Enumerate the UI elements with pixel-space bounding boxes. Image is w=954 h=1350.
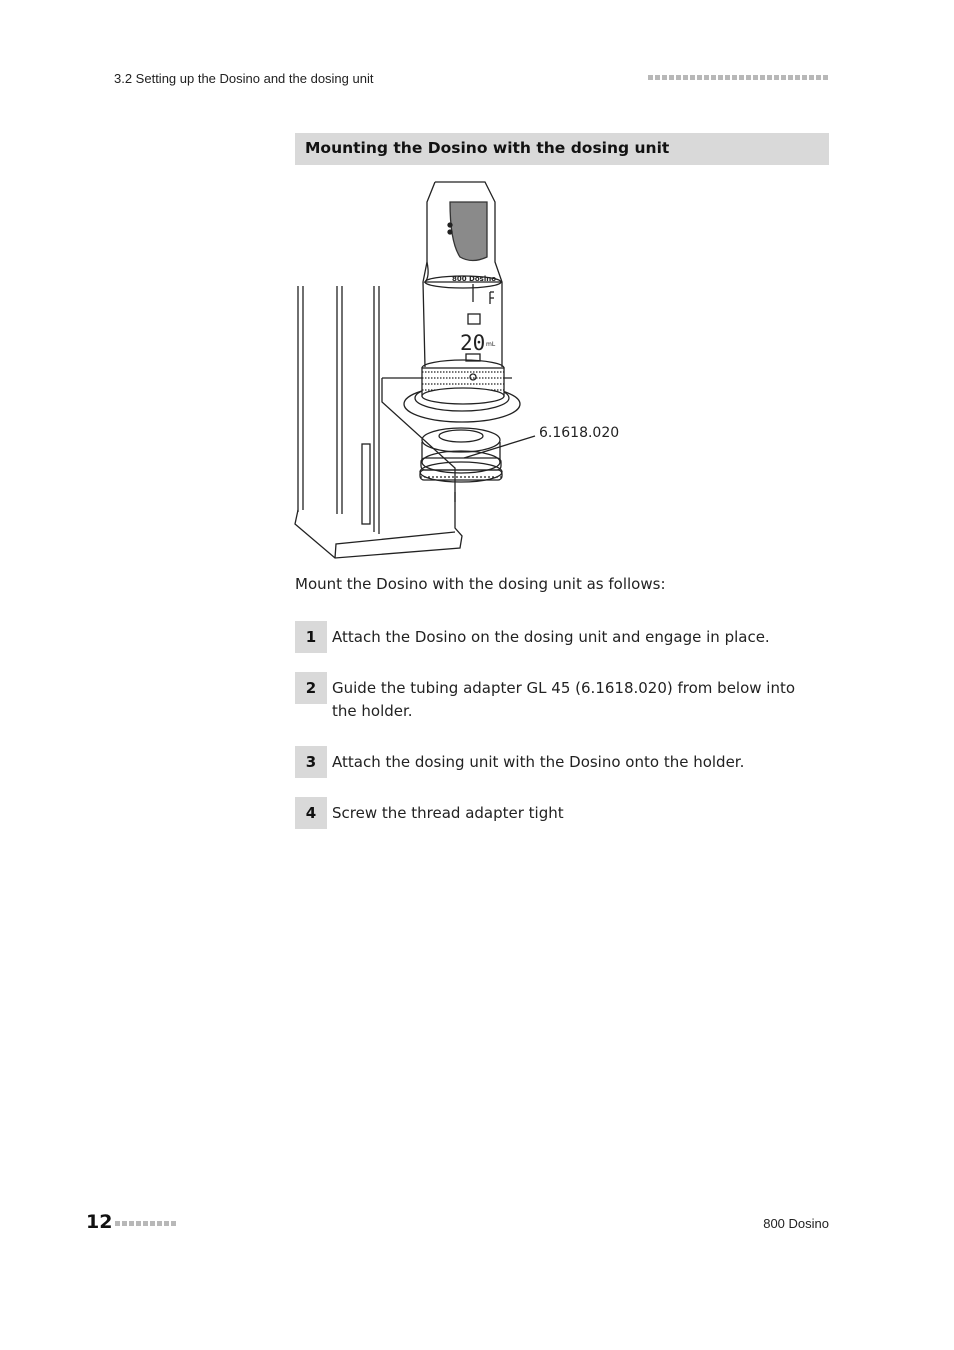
- dosino-illustration: [290, 172, 590, 564]
- page-number: 12: [86, 1211, 113, 1233]
- footer-product-name: 800 Dosino: [763, 1216, 829, 1231]
- running-header: 3.2 Setting up the Dosino and the dosing unit: [114, 71, 374, 86]
- volume-unit: mL: [486, 341, 496, 348]
- step-number-badge: 4: [295, 797, 327, 829]
- intro-paragraph: Mount the Dosino with the dosing unit as follows:: [295, 575, 666, 593]
- step-number-badge: 2: [295, 672, 327, 704]
- step-text: Guide the tubing adapter GL 45 (6.1618.020) from below into the holder.: [332, 679, 796, 720]
- step-number-badge: 1: [295, 621, 327, 653]
- header-decoration: [648, 75, 828, 80]
- step-text: Attach the Dosino on the dosing unit and engage in place.: [332, 628, 770, 646]
- volume-number: 20: [460, 331, 486, 355]
- step-text: Attach the dosing unit with the Dosino onto the holder.: [332, 753, 745, 771]
- footer-decoration: [115, 1221, 176, 1226]
- step-number-badge: 3: [295, 746, 327, 778]
- step-text: Screw the thread adapter tight: [332, 804, 564, 822]
- figure-callout-label: 6.1618.020: [539, 425, 620, 441]
- device-label: 800 Dosino: [452, 275, 497, 283]
- section-title: Mounting the Dosino with the dosing unit: [295, 133, 829, 165]
